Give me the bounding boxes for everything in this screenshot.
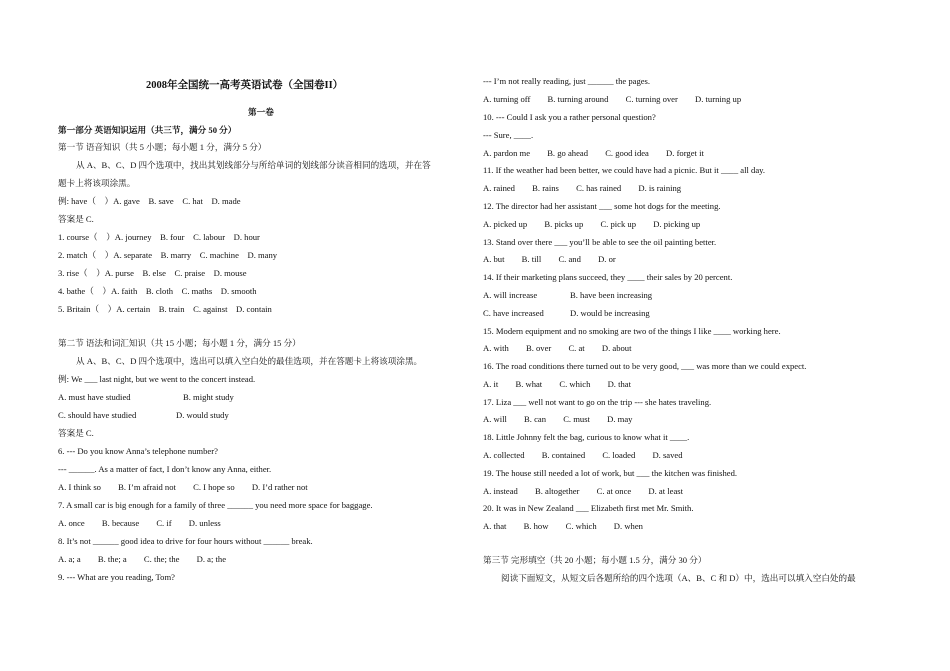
question-14-option-a: A. will increase: [483, 290, 538, 300]
question-20-options: A. that B. how C. which D. when: [483, 521, 643, 531]
question-11: 11. If the weather had been better, we could have had a picnic. But it ____ all day.: [483, 165, 766, 175]
section-one-intro-cont: 题卡上将该项涂黑。: [58, 178, 136, 188]
grammar-example-option-d: D. would study: [176, 410, 229, 420]
question-16: 16. The road conditions there turned out to be very good, ___ was more than we could expect.: [483, 361, 807, 371]
question-6: 6. --- Do you know Anna’s telephone number?: [58, 446, 218, 456]
question-9: 9. --- What are you reading, Tom?: [58, 572, 175, 582]
question-14-option-b: B. have been increasing: [570, 290, 653, 300]
question-7-options: A. once B. because C. if D. unless: [58, 518, 221, 528]
grammar-example-option-a: A. must have studied: [58, 392, 131, 402]
section-three-intro: 阅读下面短文，从短文后各题所给的四个选项（A、B、C 和 D）中，选出可以填入空白处的最: [501, 573, 856, 583]
question-18: 18. Little Johnny felt the bag, curious to know what it ____.: [483, 432, 690, 442]
question-6-reply: --- ______. As a matter of fact, I don’t know any Anna, either.: [58, 464, 272, 474]
question-18-options: A. collected B. contained C. loaded D. saved: [483, 450, 683, 460]
question-17: 17. Liza ___ well not want to go on the trip --- she hates traveling.: [483, 397, 712, 407]
question-4: 4. bathe（ ）A. faith B. cloth C. maths D. smooth: [58, 286, 257, 296]
question-11-options: A. rained B. rains C. has rained D. is raining: [483, 183, 682, 193]
question-10: 10. --- Could I ask you a rather personal question?: [483, 112, 656, 122]
section-one-heading: 第一节 语音知识（共 5 小题；每小题 1 分，满分 5 分）: [58, 142, 267, 152]
question-10-options: A. pardon me B. go ahead C. good idea D. forget it: [483, 148, 704, 158]
phonetics-example: 例: have（ ）A. gave B. save C. hat D. made: [58, 196, 241, 206]
section-one-intro: 从 A、B、C、D 四个选项中，找出其划线部分与所给单词的划线部分读音相同的选项，并在答: [76, 160, 431, 170]
volume-heading: 第一卷: [248, 107, 274, 117]
grammar-example-option-b: B. might study: [183, 392, 234, 402]
question-19: 19. The house still needed a lot of work, but ___ the kitchen was finished.: [483, 468, 738, 478]
question-14-option-d: D. would be increasing: [570, 308, 650, 318]
grammar-example-answer: 答案是 C.: [58, 428, 94, 438]
question-15: 15. Modern equipment and no smoking are two of the things I like ____ working here.: [483, 326, 781, 336]
question-14: 14. If their marketing plans succeed, they ____ their sales by 20 percent.: [483, 272, 733, 282]
question-3: 3. rise（ ）A. purse B. else C. praise D. mouse: [58, 268, 247, 278]
grammar-example-option-c: C. should have studied: [58, 410, 137, 420]
question-13: 13. Stand over there ___ you’ll be able to see the oil painting better.: [483, 237, 717, 247]
question-12-options: A. picked up B. picks up C. pick up D. picking up: [483, 219, 701, 229]
question-7: 7. A small car is big enough for a family of three ______ you need more space for baggage.: [58, 500, 373, 510]
question-9-reply: --- I’m not really reading, just ______ the pages.: [483, 76, 651, 86]
question-14-option-c: C. have increased: [483, 308, 544, 318]
question-19-options: A. instead B. altogether C. at once D. at least: [483, 486, 683, 496]
question-8: 8. It’s not ______ good idea to drive for four hours without ______ break.: [58, 536, 313, 546]
section-three-heading: 第三节 完形填空（共 20 小题；每小题 1.5 分，满分 30 分）: [483, 555, 707, 565]
question-16-options: A. it B. what C. which D. that: [483, 379, 631, 389]
question-9-options: A. turning off B. turning around C. turning over D. turning up: [483, 94, 742, 104]
exam-title: 2008年全国统一高考英语试卷（全国卷II）: [146, 80, 344, 91]
question-17-options: A. will B. can C. must D. may: [483, 414, 633, 424]
phonetics-example-answer: 答案是 C.: [58, 214, 94, 224]
question-6-options: A. I think so B. I’m afraid not C. I hope so D. I’d rather not: [58, 482, 308, 492]
question-1: 1. course（ ）A. journey B. four C. labour D. hour: [58, 232, 260, 242]
question-5: 5. Britain（ ）A. certain B. train C. against D. contain: [58, 304, 272, 314]
question-20: 20. It was in New Zealand ___ Elizabeth first met Mr. Smith.: [483, 503, 694, 513]
question-15-options: A. with B. over C. at D. about: [483, 343, 632, 353]
section-two-heading: 第二节 语法和词汇知识（共 15 小题；每小题 1 分，满分 15 分）: [58, 338, 301, 348]
section-two-intro: 从 A、B、C、D 四个选项中，选出可以填入空白处的最佳选项，并在答题卡上将该项涂黑。: [76, 356, 423, 366]
grammar-example: 例: We ___ last night, but we went to the concert instead.: [58, 374, 256, 384]
question-2: 2. match（ ）A. separate B. marry C. machine D. many: [58, 250, 278, 260]
question-12: 12. The director had her assistant ___ some hot dogs for the meeting.: [483, 201, 721, 211]
question-10-reply: --- Sure, ____.: [483, 130, 534, 140]
part-one-heading: 第一部分 英语知识运用（共三节，满分 50 分）: [58, 125, 237, 135]
question-8-options: A. a; a B. the; a C. the; the D. a; the: [58, 554, 227, 564]
question-13-options: A. but B. till C. and D. or: [483, 254, 616, 264]
